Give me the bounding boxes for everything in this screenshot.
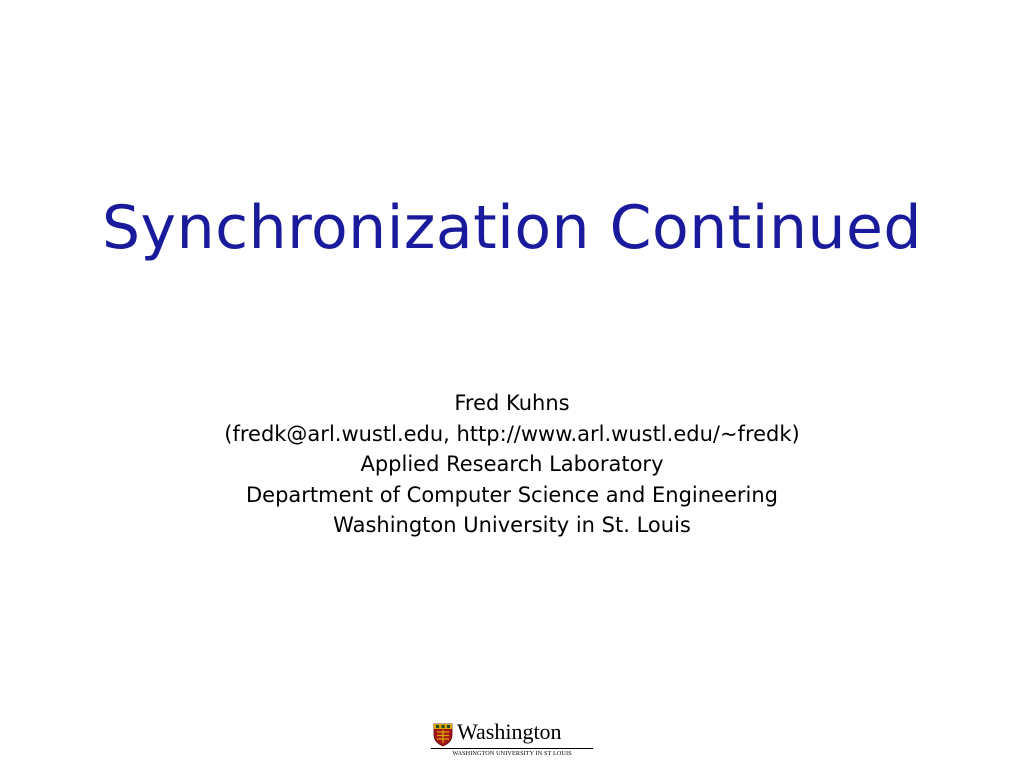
logo-tagline: WASHINGTON UNIVERSITY IN ST LOUIS [431,748,593,758]
logo-wordmark: Washington [457,719,562,744]
author-department: Department of Computer Science and Engineering [245,482,778,507]
slide-title: Synchronization Continued [101,193,923,263]
author-info [0,388,1024,541]
author-name: Fred Kuhns [454,391,570,415]
university-shield-icon [433,723,453,747]
author-university: Washington University in St. Louis [333,513,691,537]
author-contact: (fredk@arl.wustl.edu, http://www.arl.wustl.edu/~fredk) [224,421,800,446]
university-logo [431,719,593,760]
author-lab: Applied Research Laboratory [360,452,664,476]
